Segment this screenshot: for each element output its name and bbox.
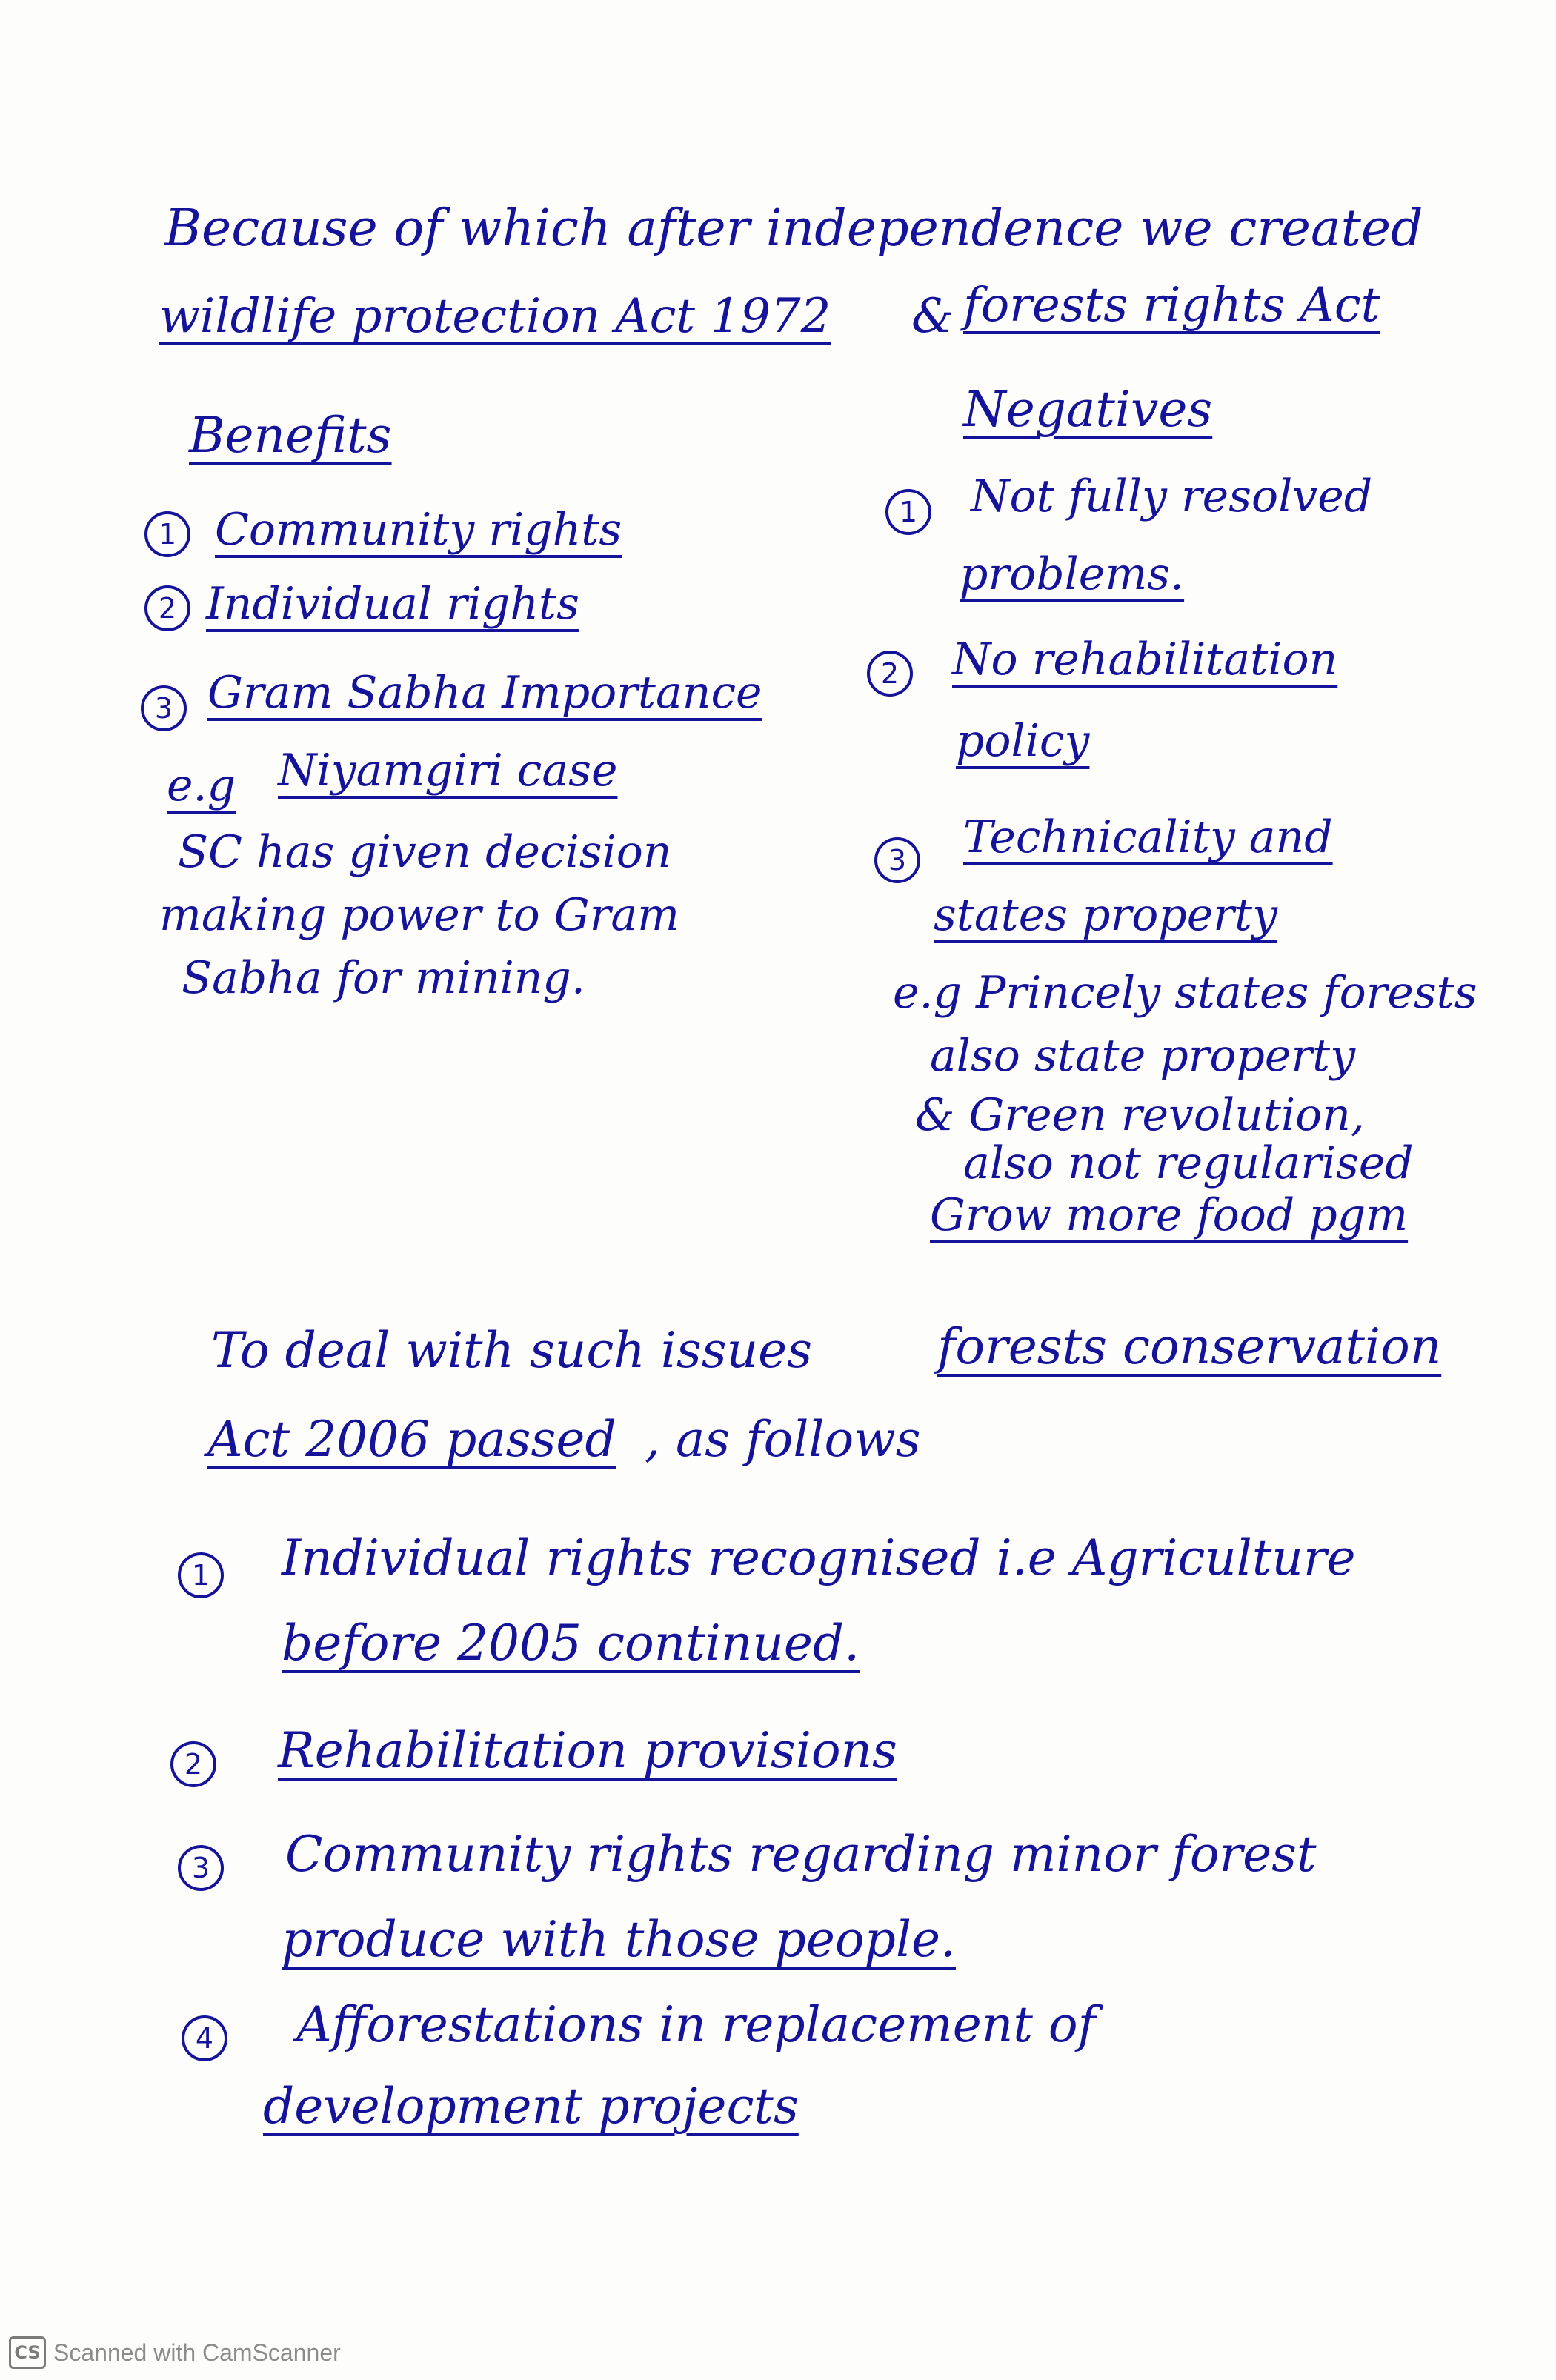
negative-number-3: 3 [874,837,920,883]
act-item-2-line-1: Rehabilitation provisions [278,1722,897,1779]
act-item-4-line-2: development projects [263,2078,799,2135]
benefit-note-line-3: Sabha for mining. [182,952,585,1004]
benefit-number-3: 3 [141,685,187,731]
negative-eg-line-5: Grow more food pgm [930,1189,1409,1241]
act-intro-line-1: To deal with such issues [211,1322,813,1379]
negative-item-3-line-1: Technicality and [963,811,1333,863]
act-item-3-line-2: produce with those people. [282,1911,957,1968]
benefit-note-line-2: making power to Gram [159,889,680,941]
act-item-1-line-1: Individual rights recognised i.e Agriculture [282,1529,1356,1586]
act-number-3: 3 [178,1845,224,1891]
act-2006-passed: Act 2006 passed [207,1411,616,1468]
negatives-heading: Negatives [963,381,1213,438]
negative-item-1-line-2: problems. [960,548,1185,600]
negative-eg-line-1: e.g Princely states forests [893,967,1477,1019]
act-item-4-line-1: Afforestations in replacement of [296,1996,1096,2053]
benefit-item-1: Community rights [215,504,622,556]
camscanner-text: Scanned with CamScanner [53,2339,341,2366]
benefit-item-3: Gram Sabha Importance [207,667,762,719]
camscanner-watermark [9,2334,341,2371]
act-forest-conservation: forests conservation [937,1318,1442,1375]
negative-item-3-line-2: states property [934,889,1277,941]
negative-item-2-line-2: policy [956,715,1090,767]
negative-item-1-line-1: Not fully resolved [971,471,1373,522]
negative-eg-line-4: also not regularised [963,1137,1414,1189]
negative-number-1: 1 [885,489,931,535]
negative-item-2-line-1: No rehabilitation [952,634,1338,685]
benefit-number-2: 2 [144,585,190,631]
benefit-number-1: 1 [144,511,190,557]
intro-ampersand: & [911,289,954,344]
act-item-3-line-1: Community rights regarding minor forest [285,1826,1317,1883]
intro-line-1: Because of which after independence we created [164,199,1423,258]
benefit-eg-label: e.g [167,759,236,811]
negative-eg-line-2: also state property [930,1030,1356,1082]
intro-forest-rights-act: forests rights Act [963,278,1380,333]
benefit-note-line-1: SC has given decision [178,826,672,878]
camscanner-logo-icon: CS [9,2336,46,2369]
benefits-heading: Benefits [189,407,392,464]
negative-eg-line-3: & Green revolution, [915,1089,1366,1141]
act-number-2: 2 [170,1741,216,1787]
benefit-eg-case: Niyamgiri case [278,745,618,797]
benefit-item-2: Individual rights [206,578,579,630]
intro-wildlife-act: wildlife protection Act 1972 [159,289,831,344]
act-item-1-line-2: before 2005 continued. [282,1615,860,1672]
act-as-follows: , as follows [645,1411,921,1468]
act-number-1: 1 [178,1552,224,1598]
act-number-4: 4 [182,2015,227,2061]
negative-number-2: 2 [867,651,913,697]
